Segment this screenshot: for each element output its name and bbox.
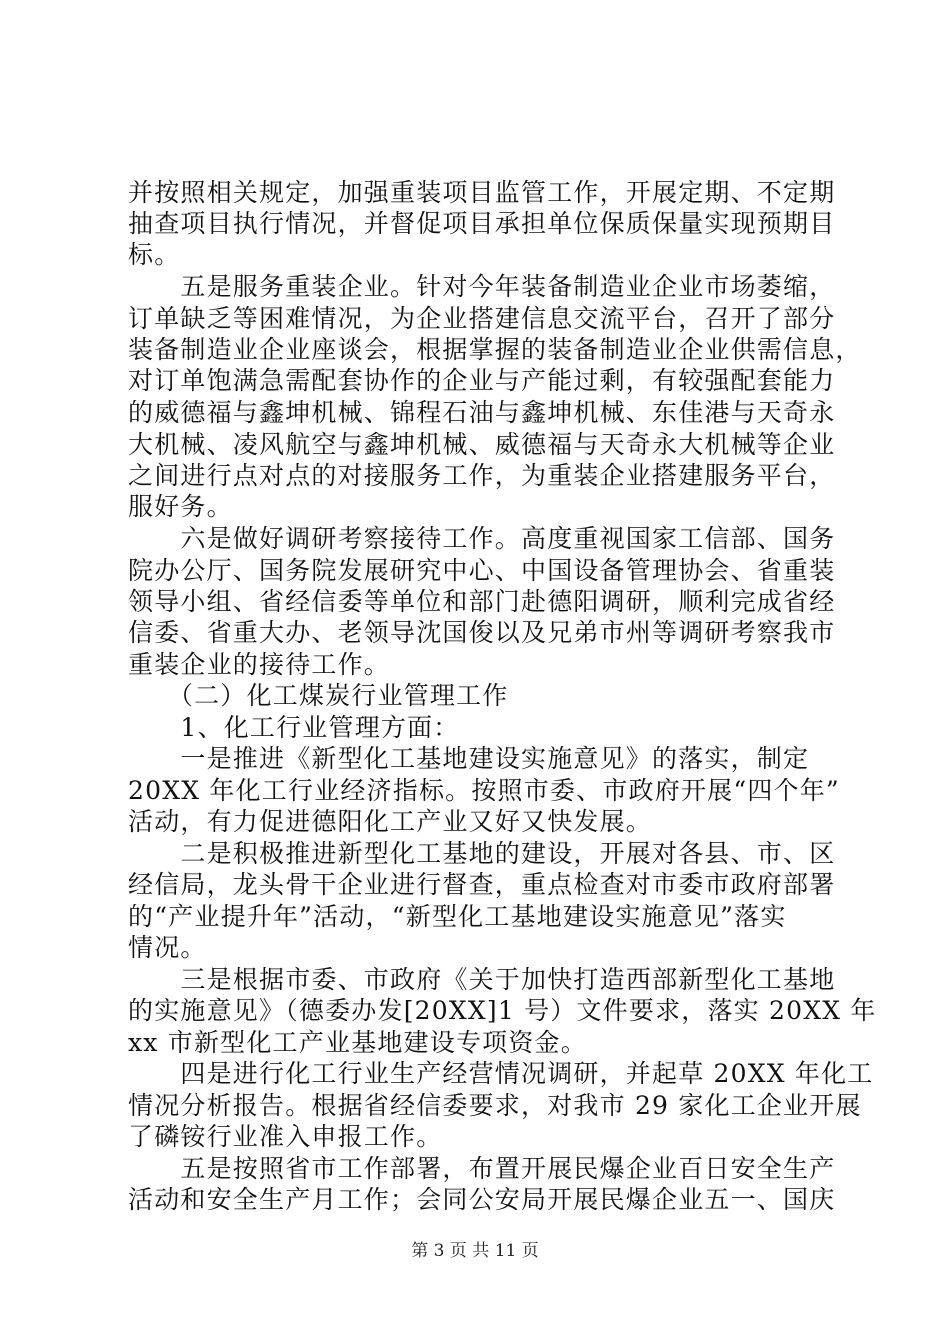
body-text-line: 装备制造业企业座谈会，根据掌握的装备制造业企业供需信息， [128,335,862,364]
body-text-line: 活动，有力促进德阳化工产业又好又快发展。 [128,807,653,836]
body-text-line: 的“产业提升年”活动，“新型化工基地建设实施意见”落实 [128,902,787,931]
body-text-line: 情况。 [128,933,207,962]
body-text-line: 四是进行化工行业生产经营情况调研，并起草 20XX 年化工 [128,1059,874,1088]
body-text-line: 对订单饱满急需配套协作的企业与产能过剩，有较强配套能力 [128,366,836,395]
body-text-line: 服好务。 [128,492,233,521]
body-text-line: 大机械、凌风航空与鑫坤机械、威德福与天奇永大机械等企业 [128,430,836,459]
body-text-line: 重装企业的接待工作。 [128,650,391,679]
body-text-line: 五是按照省市工作部署，布置开展民爆企业百日安全生产 [128,1154,836,1183]
section-heading: （二）化工煤炭行业管理工作 [128,681,509,710]
body-text-line: 三是根据市委、市政府《关于加快打造西部新型化工基地 [128,965,836,994]
body-text-line: 五是服务重装企业。针对今年装备制造业企业市场萎缩， [128,272,836,301]
body-text-line: 并按照相关规定，加强重装项目监管工作，开展定期、不定期 [128,178,836,207]
body-text-line: 了磷铵行业准入申报工作。 [128,1122,443,1151]
body-text-line: 经信局，龙头骨干企业进行督查，重点检查对市委市政府部署 [128,870,836,899]
body-text-line: 的实施意见》（德委办发[20XX]1 号）文件要求，落实 20XX 年 [128,996,877,1025]
body-text-line: 之间进行点对点的对接服务工作，为重装企业搭建服务平台， [128,461,836,490]
subsection-heading: 1、化工行业管理方面： [128,713,460,742]
body-text-line: 六是做好调研考察接待工作。高度重视国家工信部、国务 [128,524,836,553]
body-text-line: 一是推进《新型化工基地建设实施意见》的落实，制定 [128,744,810,773]
body-text-line: 20XX 年化工行业经济指标。按照市委、市政府开展“四个年” [128,776,840,805]
body-text-line: 抽查项目执行情况，并督促项目承担单位保质保量实现预期目 [128,209,836,238]
body-text-line: 订单缺乏等困难情况，为企业搭建信息交流平台，召开了部分 [128,304,836,333]
body-text-line: 标。 [128,240,181,269]
body-text-line: 信委、省重大办、老领导沈国俊以及兄弟市州等调研考察我市 [128,618,836,647]
body-text-line: 领导小组、省经信委等单位和部门赴德阳调研，顺利完成省经 [128,587,836,616]
body-text-line: 院办公厅、国务院发展研究中心、中国设备管理协会、省重装 [128,556,836,585]
page-number-footer: 第 3 页 共 11 页 [411,1241,539,1261]
body-text-line: 的威德福与鑫坤机械、锦程石油与鑫坤机械、东佳港与天奇永 [128,398,836,427]
body-text-line: xx 市新型化工产业基地建设专项资金。 [128,1028,587,1057]
body-text-line: 二是积极推进新型化工基地的建设，开展对各县、市、区 [128,839,836,868]
body-text-line: 活动和安全生产月工作；会同公安局开展民爆企业五一、国庆 [128,1185,836,1214]
body-text-line: 情况分析报告。根据省经信委要求，对我市 29 家化工企业开展 [128,1091,862,1120]
